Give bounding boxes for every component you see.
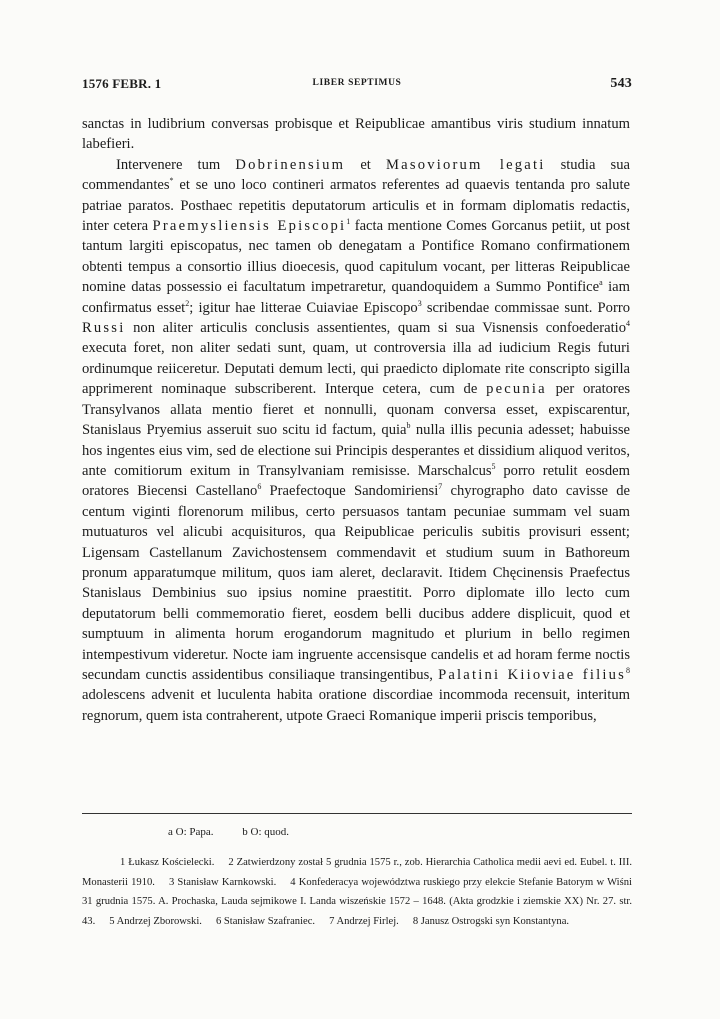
footnote-ref[interactable]: a — [599, 278, 603, 288]
text-run: facta mentione Comes Gorcanus petiit, ut post tantum largiti episcopatus, nec tamen ob denegatam a Pontifice Romano confirmationem obtenti tempus a consortio illius dioecesis, quod capitulum vocant, per litteras Reipublicae nomine datas possessio ei facultatum impetraretur, quandoquidem a Summo Pontifice — [82, 218, 630, 296]
note-b: b O: quod. — [242, 826, 290, 838]
text-run: Praefectoque Sandomiriensi — [261, 483, 439, 500]
footnote-ref[interactable]: 1 — [346, 217, 351, 227]
text-run: studia sua commendantes — [82, 156, 630, 194]
text-run: et — [345, 156, 386, 173]
running-header — [82, 76, 632, 94]
text-run: porro retulit eosdem oratores Biecensi Castellano — [82, 462, 630, 500]
note-7: 7 Andrzej Firlej. — [329, 915, 399, 927]
note-a: a O: Papa. — [168, 826, 214, 838]
spaced-name: Praemysliensis Episcopi — [152, 218, 347, 235]
note-2: 2 Zatwierdzony został 5 grudnia 1575 r., zob. Hierarchia Catholica medii aevi ed. Eubel. t. III. Monasterii 1910. — [82, 857, 632, 888]
text-run: Intervenere tum — [116, 156, 236, 173]
text-run: nulla illis pecunia adesset; habuisse hos ingentes eius vim, sed de electione sui Principis desperantes et dissidium aliquod veritos, ante comitiorum exitum in Transylvaniam remisisse. Marschalcus — [82, 422, 631, 479]
note-5: 5 Andrzej Zborowski. — [109, 915, 202, 927]
footnote-mark: * — [169, 176, 174, 186]
note-3: 3 Stanisław Karnkowski. — [168, 876, 277, 888]
spaced-name: Dobrinensium — [235, 156, 346, 173]
spaced-name: Masoviorum legati — [385, 156, 546, 173]
text-run: non aliter articulis conclusis assentientes, quam si sua Visnensis confoederatio — [125, 320, 626, 337]
footnote-ref[interactable]: b — [406, 421, 411, 431]
footnote-ref[interactable]: 6 — [257, 482, 262, 492]
note-6: 6 Stanisław Szafraniec. — [215, 915, 316, 927]
paragraph-1: sanctas in ludibrium conversas probisque et Reipublicae amantibus viris studium innatum labefieri. — [82, 116, 630, 153]
spaced-name: pecunia — [486, 381, 547, 398]
footnote-ref[interactable]: 7 — [438, 482, 443, 492]
note-8: 8 Janusz Ostrogski syn Konstantyna. — [412, 915, 570, 927]
footnote-divider — [82, 813, 632, 814]
text-run: scribendae commissae sunt. Porro — [421, 299, 630, 316]
text-run: chyrographo dato cavisse de centum viginti florenorum milibus, certo persuasos tantam pecuniae summam vel suam mutuaturos vel alicubi acquisituros, qua Reipublicae periculis subitis provisuri essent; Ligensam Castellanum Zavichostensem commendavit et studium suum in Bathoreum pronum apparatumque militum, quos iam aleret, declaravit. Itidem Chęcinensis Praefectus Stanislaus Dembinius suo ipsius nomine praestitit. Porro diplomate illo lecto cum deputatorum belli commemoratio fieret, eosdem belli ducibus addere displicuit, quod et sumptuum in alimenta horum erogandorum magnitudo et plurium in bello regimen intempestivum videretur. Nocte iam ingruente accensisque candelis et ad horam ferme noctis secundam cunctis assidentibus consiliaque transingentibus, — [82, 483, 631, 683]
text-run: iam confirmatus esset — [82, 279, 630, 316]
spaced-name: Palatini Kiioviae filius — [438, 666, 626, 683]
historical-notes — [82, 853, 632, 931]
text-run: per oratores Transylvanos allata mentio fieret et nonnulli, quonam conversa esset, expiscarentur, Stanislaus Pryemius asseruit suo scitu id factum, quia — [82, 381, 631, 439]
text-run: executa foret, non aliter sedati sunt, quam, ut controversia illa ad iudicium Regis futuri ordinumque reiiceretur. Deputati demum lecti, qui praedicto diplomate rite conscripto sigilla apprimerent nominaque subscriberent. Interque cetera, cum de — [82, 340, 630, 398]
main-text — [82, 114, 630, 726]
textual-notes — [168, 826, 315, 838]
header-book-title: LIBER SEPTIMUS — [312, 78, 402, 88]
footnote-ref[interactable]: 2 — [185, 298, 190, 308]
footnote-ref[interactable]: 5 — [491, 461, 496, 471]
spaced-name: Russi — [82, 320, 126, 337]
footnote-ref[interactable]: 8 — [626, 665, 630, 675]
text-run: et se uno loco contineri armatos referentes ad quaevis tentanda pro salute patriae paratos. Posthaec repetitis deputatorum articulis et in formam diplomatis redactis, inter cetera — [82, 177, 630, 235]
page-number: 543 — [610, 76, 632, 91]
header-date: 1576 FEBR. 1 — [82, 76, 162, 91]
text-run: ; igitur hae litterae Cuiaviae Episcopo — [189, 299, 418, 316]
note-1: 1 Łukasz Kościelecki. — [120, 857, 215, 868]
footnote-ref[interactable]: 4 — [626, 319, 630, 329]
text-run: adolescens advenit et luculenta habita oratione discordiae incommoda recensuit, interitum regnorum, quem ista contraherent, utpote Graeci Romanique imperii priscis temporibus, — [82, 687, 630, 724]
paragraph-2 — [82, 155, 630, 726]
note-4: 4 Konfederacya województwa ruskiego przy elekcie Stefanie Batorym w Wiśni 31 grudnia 1575. A. Prochaska, Lauda sejmikowe I. Landa wiszeńskie 1572 – 1648. (Akta grodzkie i ziemskie XX) Nr. 27. str. 43. — [82, 876, 632, 927]
footnote-ref[interactable]: 3 — [417, 298, 422, 308]
